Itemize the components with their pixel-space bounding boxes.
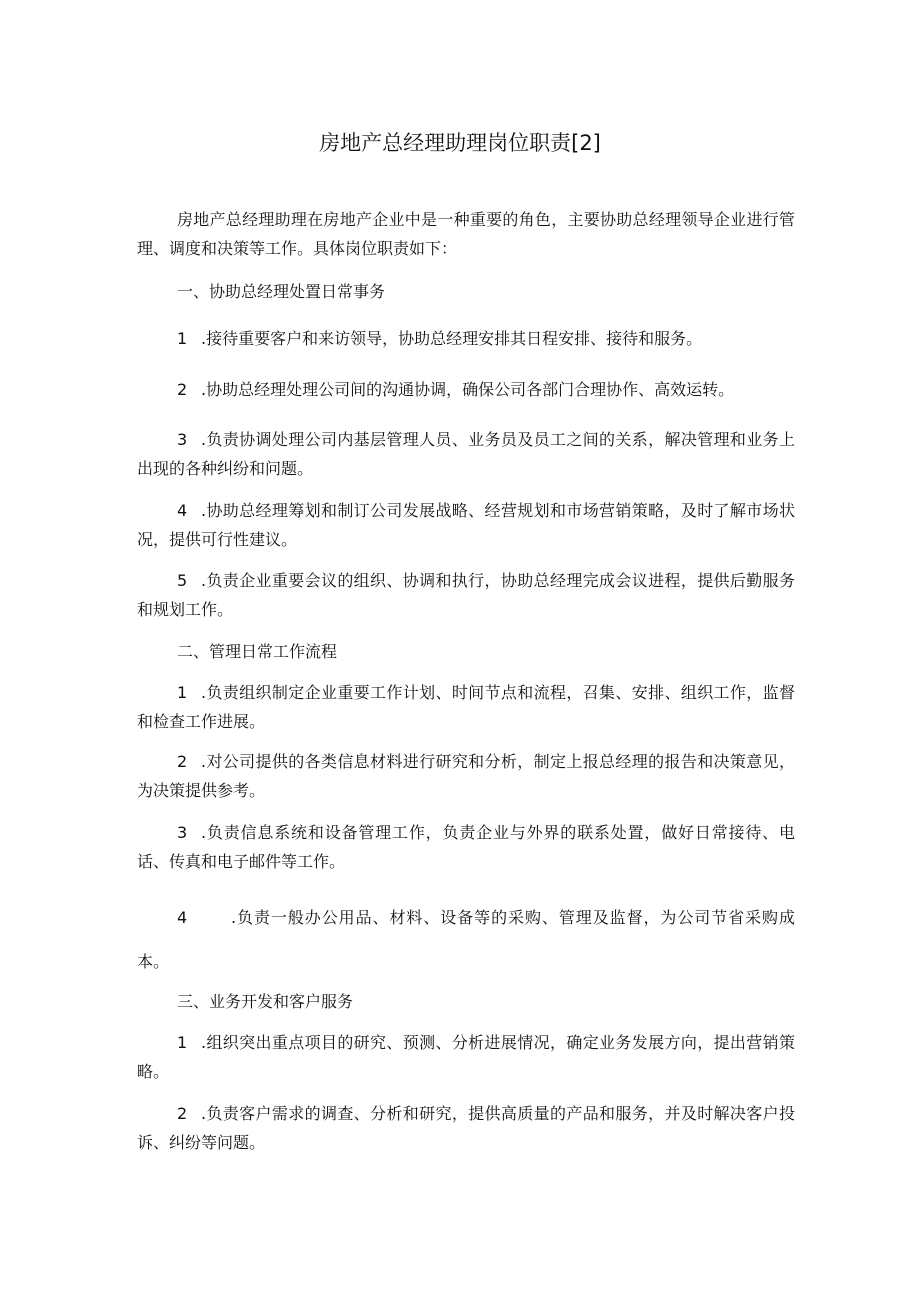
list-item [137,425,795,483]
item-text: .接待重要客户和来访领导，协助总经理安排其日程安排、接待和服务。 [201,329,703,348]
item-number: 3 [177,430,188,449]
list-item [137,678,795,736]
list-item [137,747,795,805]
item-text: .对公司提供的各类信息材料进行研究和分析，制定上报总经理的报告和决策意见，为决策提供参考。 [137,752,795,800]
item-text: .负责协调处理公司内基层管理人员、业务员及员工之间的关系，解决管理和业务上出现的各种纠纷和问题。 [137,430,795,478]
item-number: 2 [177,752,188,771]
section-heading-2: 二、管理日常工作流程 [177,642,338,661]
item-number: 2 [177,1104,188,1123]
list-item [137,1028,795,1086]
list-item [137,324,795,353]
item-text: .负责客户需求的调查、分析和研究，提供高质量的产品和服务，并及时解决客户投诉、纠纷等问题。 [137,1104,795,1152]
item-number: 2 [177,380,188,399]
item-number: 4 [177,908,188,927]
list-item [137,896,795,984]
item-number: 5 [177,571,188,590]
item-number: 1 [177,329,188,348]
section-heading-1: 一、协助总经理处置日常事务 [177,282,386,301]
list-item [137,818,795,876]
item-number: 1 [177,683,188,702]
list-item [137,1099,795,1157]
list-item [137,496,795,554]
item-text: .负责企业重要会议的组织、协调和执行，协助总经理完成会议进程，提供后勤服务和规划工作。 [137,571,795,619]
page-title: 房地产总经理助理岗位职责[2] [319,131,601,155]
list-item [137,375,795,404]
item-text: .组织突出重点项目的研究、预测、分析进展情况，确定业务发展方向，提出营销策略。 [137,1033,795,1081]
section-heading-3: 三、业务开发和客户服务 [177,992,354,1011]
item-text: .负责组织制定企业重要工作计划、时间节点和流程，召集、安排、组织工作，监督和检查工作进展。 [137,683,795,731]
item-number: 1 [177,1033,188,1052]
intro-paragraph: 房地产总经理助理在房地产企业中是一种重要的角色，主要协助总经理领导企业进行管理、调度和决策等工作。具体岗位职责如下： [137,210,795,258]
list-item [137,566,795,624]
item-number: 3 [177,823,188,842]
item-text: .负责一般办公用品、材料、设备等的采购、管理及监督，为公司节省采购成本。 [137,908,795,971]
item-text: .负责信息系统和设备管理工作，负责企业与外界的联系处置，做好日常接待、电话、传真和电子邮件等工作。 [137,823,795,871]
item-text: .协助总经理处理公司间的沟通协调，确保公司各部门合理协作、高效运转。 [201,380,735,399]
item-number: 4 [177,501,188,520]
item-text: .协助总经理筹划和制订公司发展战略、经营规划和市场营销策略，及时了解市场状况，提供可行性建议。 [137,501,795,549]
